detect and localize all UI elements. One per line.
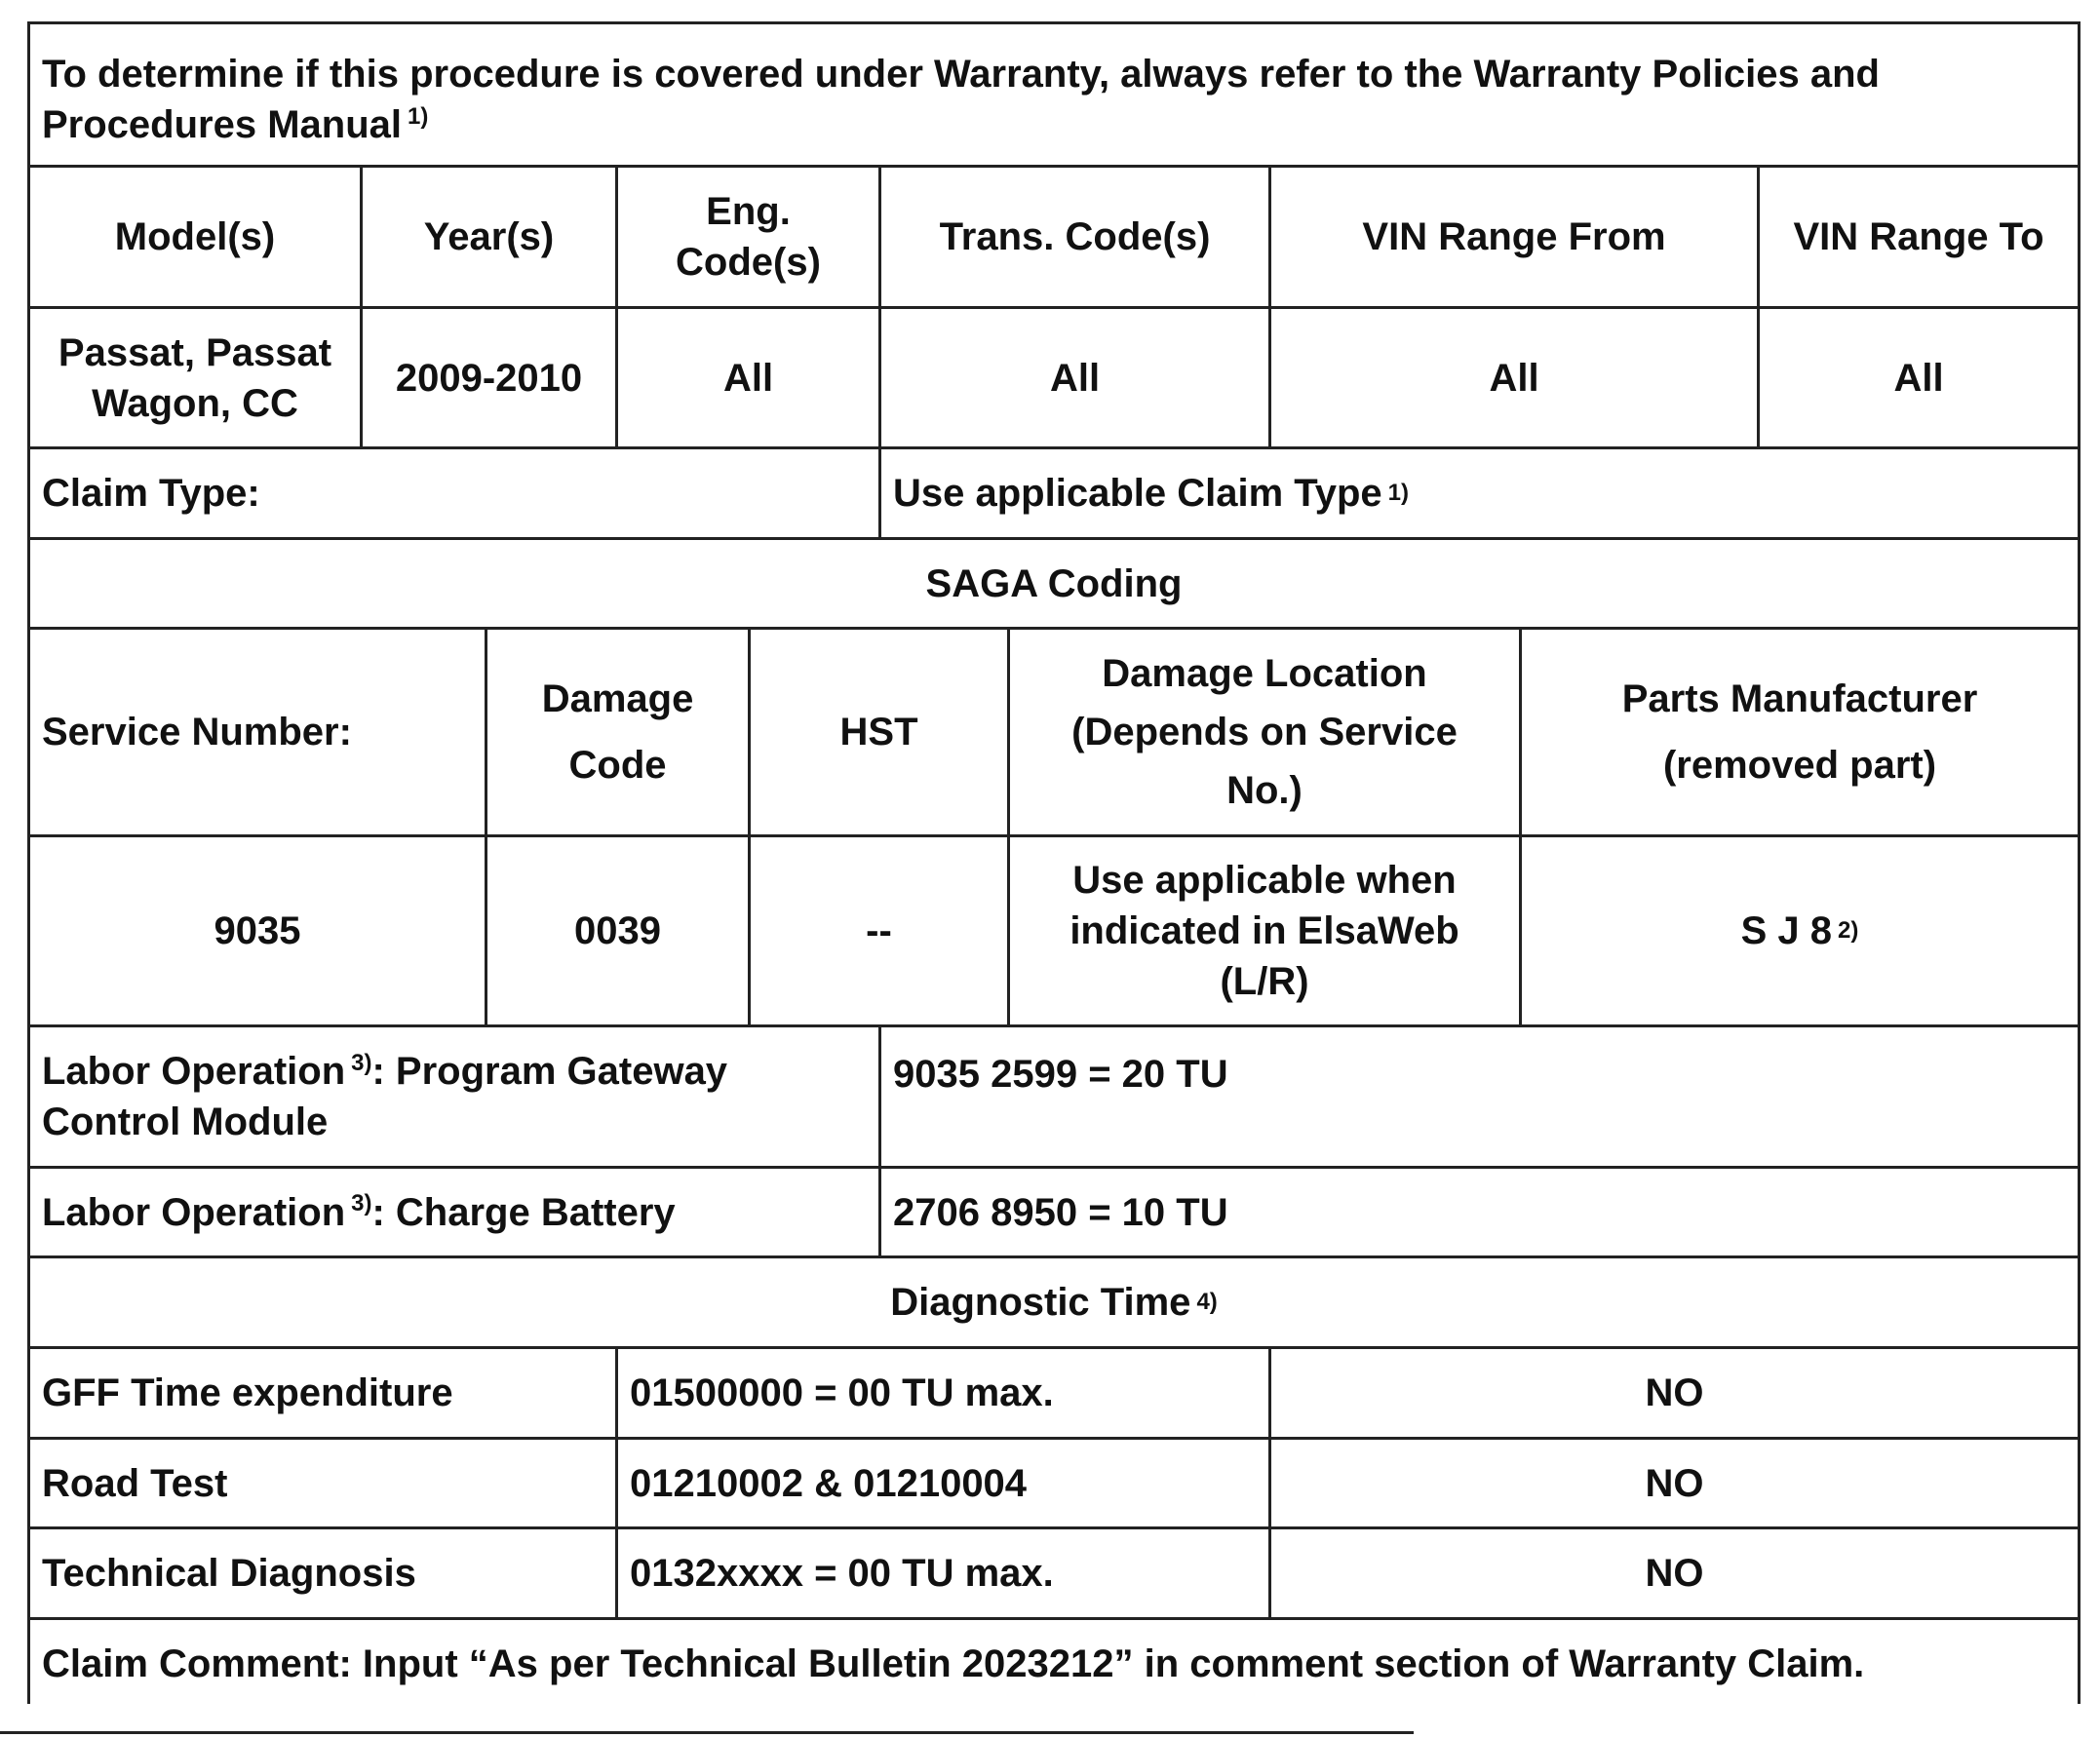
models-value: Passat, Passat Wagon, CC — [58, 330, 332, 425]
diagnostic-value: NO — [1268, 1440, 2078, 1526]
service-number-value: 9035 — [214, 909, 301, 952]
service-number-header: Service Number: — [42, 711, 352, 753]
diagnostic-title-row — [30, 1258, 2078, 1349]
trans-value: All — [878, 309, 1268, 446]
diagnostic-label: GFF Time expenditure — [42, 1371, 453, 1414]
labor-value-gateway: 9035 2599 = 20 TU — [878, 1027, 2078, 1166]
diagnostic-title: Diagnostic Time 4) — [890, 1281, 1218, 1324]
claim-type-value: Use applicable Claim Type 1) — [878, 449, 2078, 537]
damage-code-value: 0039 — [485, 837, 748, 1024]
claim-comment-row — [30, 1620, 2078, 1707]
col-models-header: Model(s) — [114, 215, 276, 258]
diagnostic-code: 01210002 & 01210004 — [615, 1440, 1268, 1526]
diagnostic-row — [30, 1440, 2078, 1529]
header-text: To determine if this procedure is covered under Warranty, always refer to the Warranty Policies and Procedures Manual — [42, 53, 1880, 146]
col-years-header: Year(s) — [360, 168, 615, 306]
diagnostic-code: 01500000 = 00 TU max. — [615, 1349, 1268, 1437]
labor-row-battery — [30, 1169, 2078, 1258]
damage-location-value: Use applicable when indicated in ElsaWeb (L/R) — [1007, 837, 1519, 1024]
header-row — [30, 24, 2078, 168]
claim-type-row — [30, 449, 2078, 540]
saga-values-row — [30, 837, 2078, 1027]
diagnostic-value: NO — [1268, 1349, 2078, 1437]
diagnostic-code: 0132xxxx = 00 TU max. — [615, 1529, 1268, 1617]
col-vin-to-header: VIN Range To — [1757, 168, 2078, 306]
page-bottom-rule — [0, 1731, 1414, 1734]
col-vin-from-header: VIN Range From — [1268, 168, 1757, 306]
hst-value: -- — [748, 837, 1007, 1024]
saga-title-row — [30, 540, 2078, 630]
damage-code-header: Damage Code — [485, 630, 748, 834]
saga-title: SAGA Coding — [925, 561, 1183, 605]
diagnostic-value: NO — [1268, 1529, 2078, 1617]
labor-label-battery: Labor Operation $^{3)}$: Charge Battery — [42, 1190, 676, 1234]
col-trans-header: Trans. Code(s) — [878, 168, 1268, 306]
damage-location-header: Damage Location (Depends on Service No.) — [1007, 630, 1519, 834]
saga-header-row — [30, 630, 2078, 837]
vin-from-value: All — [1268, 309, 1757, 446]
warranty-table — [27, 21, 2081, 1704]
diagnostic-label: Road Test — [42, 1461, 228, 1505]
vehicle-values-row — [30, 309, 2078, 449]
diagnostic-row — [30, 1349, 2078, 1440]
years-value: 2009-2010 — [360, 309, 615, 446]
vin-to-value: All — [1757, 309, 2078, 446]
labor-label-gateway: Labor Operation $^{3)}$: Program Gateway Control Module — [42, 1049, 728, 1143]
claim-type-label: Claim Type: — [42, 472, 260, 515]
parts-manufacturer-value: S J 8 2) — [1519, 837, 2078, 1024]
parts-manufacturer-header: Parts Manufacturer (removed part) — [1519, 630, 2078, 834]
eng-value: All — [615, 309, 878, 446]
labor-value-battery: 2706 8950 = 10 TU — [878, 1169, 2078, 1255]
labor-row-gateway — [30, 1027, 2078, 1169]
vehicle-header-row — [30, 168, 2078, 309]
col-eng-header: Eng. Code(s) — [615, 168, 878, 306]
diagnostic-label: Technical Diagnosis — [42, 1552, 416, 1595]
diagnostic-row — [30, 1529, 2078, 1620]
header-note: 1) — [408, 102, 429, 130]
claim-comment: Claim Comment: Input “As per Technical Bulletin 2023212” in comment section of Warranty Claim. — [42, 1641, 1865, 1685]
hst-header: HST — [748, 630, 1007, 834]
header-cell — [30, 24, 2078, 165]
